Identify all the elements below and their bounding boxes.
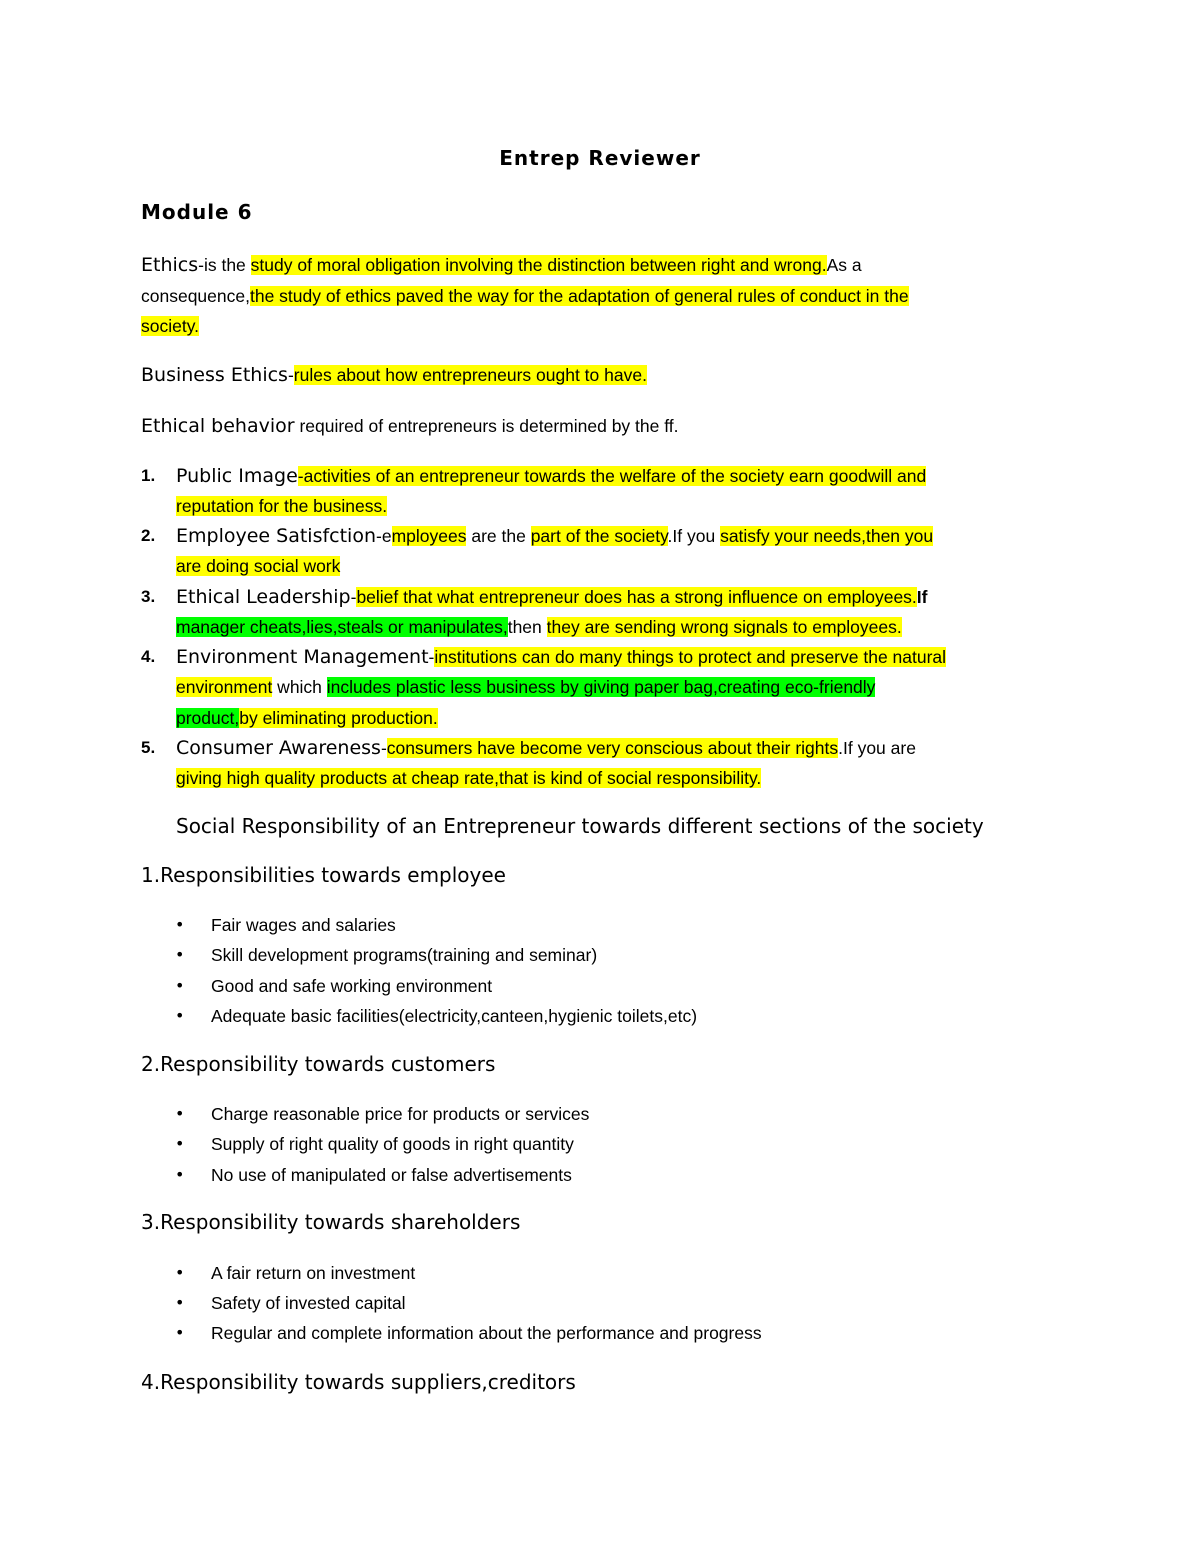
list-item-continuation	[176, 703, 438, 733]
bullet-item: Adequate basic facilities(electricity,canteen,hygienic toilets,etc)	[211, 1006, 698, 1026]
ethics-term: Ethics	[141, 254, 199, 276]
bullet-item: Safety of invested capital	[211, 1293, 406, 1313]
list-item-ethical-leadership: Ethical Leadership-belief that what entrepreneur does has a strong influence on employees.If	[176, 586, 928, 608]
bullet-icon: •	[175, 976, 185, 995]
list-item-label: Consumer Awareness	[176, 737, 381, 759]
module-heading: Module 6	[141, 200, 253, 224]
ethics-line-3	[141, 311, 199, 341]
bullet-item: Regular and complete information about the performance and progress	[211, 1323, 762, 1343]
highlight-yellow: rules about how entrepreneurs ought to have.	[293, 365, 647, 385]
list-item-environment-management: Environment Management-institutions can do many things to protect and preserve the natural	[176, 646, 947, 668]
bullet-icon: •	[175, 1006, 185, 1025]
list-item-label: Environment Management	[176, 646, 429, 668]
highlight-yellow: institutions can do many things to protect and preserve the natural	[434, 647, 947, 667]
list-item-continuation: environment which includes plastic less business by giving paper bag,creating eco-friendly	[176, 677, 876, 697]
highlight-yellow: by eliminating production.	[239, 708, 438, 728]
bullet-icon: •	[175, 1293, 185, 1312]
bullet-icon: •	[175, 1134, 185, 1153]
highlight-green: includes plastic less business by giving paper bag,creating eco-friendly	[326, 677, 876, 697]
bullet-icon: •	[175, 1263, 185, 1282]
highlight-yellow: belief that what entrepreneur does has a strong influence on employees.	[356, 587, 917, 607]
highlight-yellow: mployees	[391, 526, 467, 546]
highlight-yellow: part of the society	[530, 526, 668, 546]
highlight-yellow: are doing social work	[176, 556, 341, 576]
bullet-item: Charge reasonable price for products or services	[211, 1104, 590, 1124]
bullet-icon: •	[175, 1104, 185, 1123]
bullet-item: Skill development programs(training and seminar)	[211, 945, 598, 965]
list-number: 2.	[141, 526, 156, 545]
ethical-behavior-line: Ethical behavior required of entrepreneurs is determined by the ff.	[141, 415, 679, 437]
highlight-yellow: satisfy your needs,then you	[720, 526, 934, 546]
highlight-yellow: study of moral obligation involving the distinction between right and wrong.	[250, 255, 827, 275]
highlight-yellow: activities of an entrepreneur towards the welfare of the society earn goodwill and	[303, 466, 927, 486]
list-number: 5.	[141, 738, 156, 757]
bullet-icon: •	[175, 915, 185, 934]
list-item-label: Employee Satisfction	[176, 525, 377, 547]
list-item-employee-satisfaction: Employee Satisfction-employees are the part of the society.If you satisfy your needs,then you	[176, 525, 934, 547]
bullet-item: Good and safe working environment	[211, 976, 493, 996]
section-heading-suppliers: 4.Responsibility towards suppliers,creditors	[141, 1370, 576, 1394]
list-item-continuation: manager cheats,lies,steals or manipulates,then they are sending wrong signals to employees.	[176, 617, 902, 637]
bullet-icon: •	[175, 945, 185, 964]
list-item-continuation	[176, 763, 761, 793]
list-item-label: Ethical Leadership	[176, 586, 351, 608]
list-item-consumer-awareness: Consumer Awareness-consumers have become very conscious about their rights.If you are	[176, 737, 916, 759]
document-title: Entrep Reviewer	[499, 146, 701, 170]
list-item-public-image: Public Image-activities of an entrepreneur towards the welfare of the society earn goodwill and	[176, 465, 927, 487]
list-item-continuation	[176, 491, 387, 521]
section-heading-employee: 1.Responsibilities towards employee	[141, 863, 506, 887]
highlight-green: product,	[176, 708, 240, 728]
highlight-yellow: giving high quality products at cheap rate,that is kind of social responsibility.	[176, 768, 762, 788]
highlight-yellow: consumers have become very conscious about their rights	[386, 738, 839, 758]
highlight-yellow: environment	[176, 677, 273, 697]
bullet-item: A fair return on investment	[211, 1263, 416, 1283]
highlight-green: manager cheats,lies,steals or manipulates,	[176, 617, 508, 637]
bullet-item: Supply of right quality of goods in right quantity	[211, 1134, 574, 1154]
business-ethics-line: Business Ethics-rules about how entrepreneurs ought to have.	[141, 364, 647, 386]
social-responsibility-heading: Social Responsibility of an Entrepreneur towards different sections of the society	[176, 814, 984, 838]
ethical-behavior-term: Ethical behavior	[141, 415, 295, 437]
bullet-icon: •	[175, 1165, 185, 1184]
section-heading-shareholders: 3.Responsibility towards shareholders	[141, 1210, 521, 1234]
bullet-icon: •	[175, 1323, 185, 1342]
highlight-yellow: the study of ethics paved the way for the adaptation of general rules of conduct in the	[249, 286, 909, 306]
bullet-item: No use of manipulated or false advertisements	[211, 1165, 572, 1185]
highlight-yellow: society.	[141, 316, 200, 336]
list-item-continuation	[176, 551, 340, 581]
list-item-label: Public Image	[176, 465, 298, 487]
list-number: 4.	[141, 647, 156, 666]
business-ethics-term: Business Ethics	[141, 364, 288, 386]
list-number: 1.	[141, 466, 156, 485]
list-number: 3.	[141, 587, 156, 606]
bullet-item: Fair wages and salaries	[211, 915, 396, 935]
section-heading-customers: 2.Responsibility towards customers	[141, 1052, 496, 1076]
highlight-yellow: reputation for the business.	[176, 496, 388, 516]
highlight-yellow: they are sending wrong signals to employees.	[546, 617, 902, 637]
ethics-line-1: Ethics-is the study of moral obligation involving the distinction between right and wrong.As a	[141, 254, 862, 276]
ethics-line-2: consequence,the study of ethics paved the way for the adaptation of general rules of conduct in the	[141, 286, 909, 306]
